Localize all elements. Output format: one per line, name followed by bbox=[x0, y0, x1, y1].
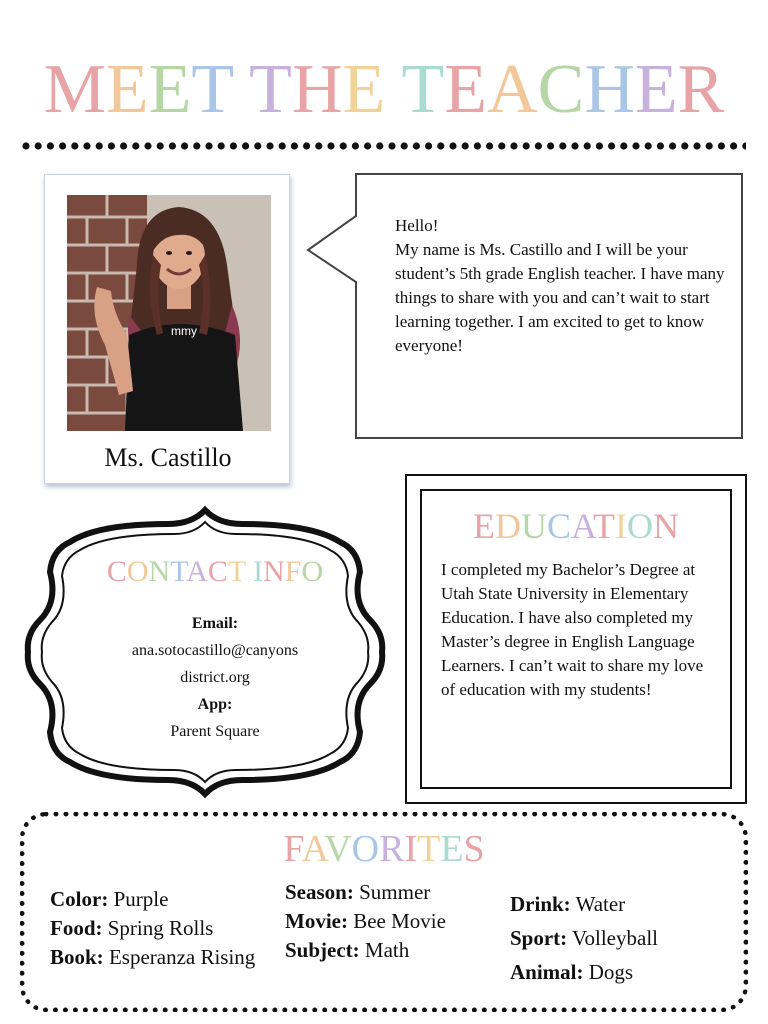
divider-dot bbox=[486, 142, 493, 149]
favorite-value: Math bbox=[364, 938, 410, 962]
greeting-hello: Hello! bbox=[395, 216, 439, 235]
heading-letter bbox=[246, 555, 254, 588]
contact-title bbox=[30, 552, 400, 592]
divider-dot bbox=[401, 142, 408, 149]
favorite-book bbox=[50, 943, 255, 972]
heading-letter: T bbox=[401, 51, 445, 128]
divider-dot bbox=[669, 142, 676, 149]
divider-dot bbox=[230, 142, 237, 149]
heading-letter: E bbox=[440, 828, 464, 870]
heading-letter: E bbox=[105, 51, 149, 128]
heading-letter: V bbox=[324, 828, 352, 870]
email-label: Email: bbox=[191, 615, 239, 632]
divider-dot bbox=[35, 142, 42, 149]
divider-dot bbox=[693, 142, 700, 149]
page-title bbox=[0, 50, 768, 130]
heading-letter: E bbox=[148, 51, 192, 128]
divider-dot bbox=[510, 142, 517, 149]
heading-letter: A bbox=[301, 828, 325, 870]
favorite-sport bbox=[510, 921, 658, 955]
heading-letter bbox=[233, 51, 249, 128]
heading-letter: T bbox=[593, 506, 616, 546]
heading-letter: C bbox=[106, 555, 127, 588]
heading-letter: H bbox=[291, 51, 343, 128]
divider-dot bbox=[364, 142, 371, 149]
favorite-color bbox=[50, 885, 255, 914]
heading-letter: E bbox=[444, 51, 488, 128]
heading-letter: D bbox=[494, 506, 521, 546]
divider-dot bbox=[608, 142, 615, 149]
divider-dot bbox=[47, 142, 54, 149]
favorite-label: Sport: bbox=[510, 926, 568, 950]
divider-dot bbox=[205, 142, 212, 149]
divider-dot bbox=[144, 142, 151, 149]
favorite-label: Color: bbox=[50, 887, 109, 911]
divider-dot bbox=[413, 142, 420, 149]
divider-dot bbox=[535, 142, 542, 149]
heading-letter: F bbox=[284, 555, 302, 588]
divider-dot bbox=[71, 142, 78, 149]
favorite-animal bbox=[510, 955, 658, 989]
divider-dot bbox=[218, 142, 225, 149]
heading-letter: C bbox=[537, 51, 585, 128]
app-value: Parent Square bbox=[170, 723, 260, 740]
divider-dot bbox=[352, 142, 359, 149]
divider-dot bbox=[730, 142, 737, 149]
favorite-value: Spring Rolls bbox=[107, 916, 214, 940]
heading-letter: H bbox=[584, 51, 635, 128]
divider-dot bbox=[645, 142, 652, 149]
heading-letter: I bbox=[404, 828, 418, 870]
favorite-value: Volleyball bbox=[572, 926, 658, 950]
heading-letter bbox=[385, 51, 401, 128]
heading-letter: N bbox=[148, 555, 171, 588]
divider-dot bbox=[718, 142, 725, 149]
heading-letter: O bbox=[627, 506, 654, 546]
favorites-column-2 bbox=[285, 878, 446, 965]
education-text: I completed my Bachelor’s Degree at Utah State University in Elementary Education. I have also completed my Master’s degree in English Language Learners. I can’t wait to share my love of education with my students! bbox=[441, 560, 704, 699]
divider-dot bbox=[474, 142, 481, 149]
heading-letter: U bbox=[520, 506, 547, 546]
heading-letter: A bbox=[487, 51, 538, 128]
divider-dot bbox=[291, 142, 298, 149]
favorite-value: Esperanza Rising bbox=[108, 945, 256, 969]
divider-dot bbox=[340, 142, 347, 149]
divider-dot bbox=[254, 142, 261, 149]
favorite-label: Movie: bbox=[285, 909, 348, 933]
favorite-season bbox=[285, 878, 446, 907]
favorites-title bbox=[0, 826, 768, 872]
divider-dot bbox=[315, 142, 322, 149]
divider-dot bbox=[584, 142, 591, 149]
divider-dot bbox=[547, 142, 554, 149]
heading-letter: R bbox=[677, 51, 725, 128]
divider-dot bbox=[169, 142, 176, 149]
divider-dot bbox=[596, 142, 603, 149]
favorite-label: Book: bbox=[50, 945, 104, 969]
favorite-label: Subject: bbox=[285, 938, 360, 962]
divider-dot bbox=[523, 142, 530, 149]
heading-letter: O bbox=[126, 555, 149, 588]
divider-dot bbox=[120, 142, 127, 149]
heading-letter: A bbox=[186, 555, 208, 588]
divider-dot bbox=[83, 142, 90, 149]
favorite-subject bbox=[285, 936, 446, 965]
heading-letter: F bbox=[283, 828, 302, 870]
divider-dot bbox=[571, 142, 578, 149]
divider-dot bbox=[266, 142, 273, 149]
favorite-value: Bee Movie bbox=[353, 909, 446, 933]
dotted-divider bbox=[22, 140, 746, 152]
heading-letter: T bbox=[191, 51, 233, 128]
heading-letter: T bbox=[227, 555, 246, 588]
heading-letter: T bbox=[170, 555, 187, 588]
divider-dot bbox=[303, 142, 310, 149]
heading-letter: T bbox=[417, 828, 441, 870]
divider-dot bbox=[657, 142, 664, 149]
education-title bbox=[420, 504, 732, 548]
favorite-label: Drink: bbox=[510, 892, 571, 916]
divider-dot bbox=[742, 142, 746, 149]
heading-letter: N bbox=[653, 506, 680, 546]
heading-letter: A bbox=[571, 506, 594, 546]
heading-letter: R bbox=[379, 828, 405, 870]
teacher-photo-frame bbox=[44, 174, 290, 484]
heading-letter: I bbox=[253, 555, 264, 588]
favorite-value: Water bbox=[575, 892, 626, 916]
divider-dot bbox=[498, 142, 505, 149]
heading-letter: O bbox=[351, 828, 380, 870]
divider-dot bbox=[96, 142, 103, 149]
divider-dot bbox=[462, 142, 469, 149]
heading-letter: O bbox=[301, 555, 324, 588]
heading-letter: E bbox=[472, 506, 495, 546]
favorite-value: Purple bbox=[113, 887, 169, 911]
favorite-label: Season: bbox=[285, 880, 354, 904]
favorite-food bbox=[50, 914, 255, 943]
heading-letter: N bbox=[263, 555, 285, 588]
greeting-body: My name is Ms. Castillo and I will be your student’s 5th grade English teacher. I have many things to share with you and can’t wait to start learning together. I am excited to get to know everyone! bbox=[395, 240, 725, 355]
heading-letter: C bbox=[546, 506, 571, 546]
divider-dot bbox=[327, 142, 334, 149]
divider-dot bbox=[193, 142, 200, 149]
teacher-photo bbox=[67, 195, 271, 431]
teacher-photo-illustration bbox=[67, 195, 271, 431]
favorites-column-3 bbox=[510, 887, 658, 989]
photo-caption: Ms. Castillo bbox=[104, 443, 232, 472]
divider-dot bbox=[559, 142, 566, 149]
favorite-value: Dogs bbox=[588, 960, 634, 984]
email-value-line1: ana.sotocastillo@canyons bbox=[131, 642, 299, 659]
divider-dot bbox=[681, 142, 688, 149]
heading-letter: M bbox=[43, 51, 106, 128]
divider-dot bbox=[388, 142, 395, 149]
email-value-line2: district.org bbox=[180, 669, 250, 686]
heading-letter: E bbox=[342, 51, 386, 128]
divider-dot bbox=[376, 142, 383, 149]
divider-dot bbox=[108, 142, 115, 149]
divider-dot bbox=[59, 142, 66, 149]
svg-text:mmy: mmy bbox=[171, 324, 197, 338]
divider-dot bbox=[242, 142, 249, 149]
divider-dot bbox=[279, 142, 286, 149]
favorite-label: Animal: bbox=[510, 960, 584, 984]
divider-dot bbox=[706, 142, 713, 149]
favorite-label: Food: bbox=[50, 916, 103, 940]
divider-dot bbox=[620, 142, 627, 149]
divider-dot bbox=[425, 142, 432, 149]
contact-details bbox=[80, 610, 350, 745]
divider-dot bbox=[181, 142, 188, 149]
heading-letter: I bbox=[615, 506, 628, 546]
divider-dot bbox=[449, 142, 456, 149]
favorite-drink bbox=[510, 887, 658, 921]
favorites-column-1 bbox=[50, 885, 255, 972]
heading-letter: T bbox=[249, 51, 292, 128]
divider-dot bbox=[632, 142, 639, 149]
favorite-movie bbox=[285, 907, 446, 936]
divider-dot bbox=[22, 142, 29, 149]
divider-dot bbox=[132, 142, 139, 149]
favorite-value: Summer bbox=[359, 880, 431, 904]
heading-letter: C bbox=[207, 555, 228, 588]
heading-letter: E bbox=[634, 51, 678, 128]
divider-dot bbox=[157, 142, 164, 149]
heading-letter: S bbox=[463, 828, 485, 870]
divider-dot bbox=[437, 142, 444, 149]
greeting-text bbox=[395, 214, 725, 358]
app-label: App: bbox=[197, 696, 233, 713]
